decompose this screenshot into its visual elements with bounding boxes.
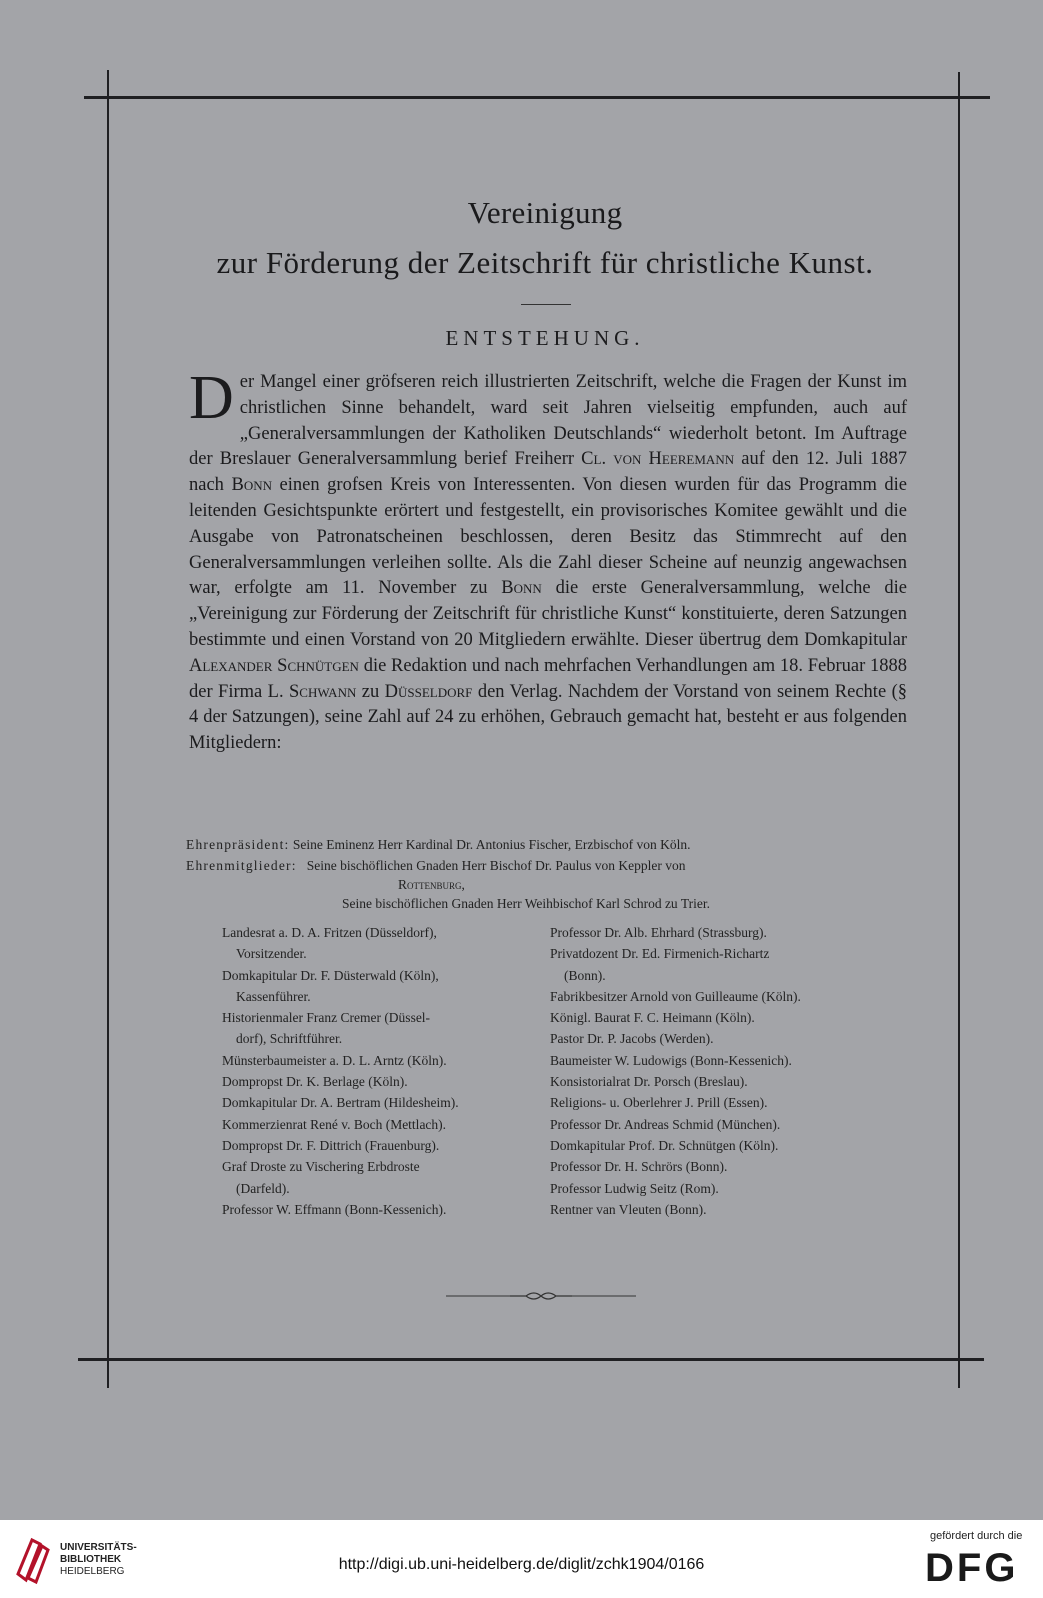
paragraph-text: die erste Generalversammlung, welche die „Vereinigung zur Förderung der Zeitschrift für christliche Kunst“ konstituierte, deren Satzungen bestimmte und einen Vorstand von 20 Mitgliedern erwählte. Dieser übertrug dem Domkapitular [189, 578, 907, 650]
member-line: Münsterbaumeister a. D. L. Arntz (Köln). [222, 1052, 447, 1068]
paragraph-text: auf den 12. Juli 1887 nach [189, 449, 907, 496]
paragraph-text: zu [356, 681, 385, 702]
honorary-members-line [186, 855, 906, 876]
member-line: Professor Dr. Andreas Schmid (München). [550, 1116, 781, 1132]
paragraph-text: den Verlag. Nachdem der Vorstand von seinem Rechte (§ 4 der Satzungen), seine Zahl auf 24 zu erhöhen, Gebrauch gemacht hat, besteht er aus folgenden Mitgliedern: [189, 681, 907, 754]
dfg-logo: DFG [925, 1546, 1019, 1590]
board-members-right-column [550, 922, 895, 1220]
board-members-left-column [222, 922, 532, 1220]
member-line: Professor Dr. Alb. Ehrhard (Strassburg). [550, 925, 767, 940]
member-line: Rentner van Vleuten (Bonn). [550, 1201, 707, 1217]
member-line: Kommerzienrat René v. Boch (Mettlach). [222, 1116, 447, 1132]
member-line: Königl. Baurat F. C. Heimann (Köln). [550, 1010, 755, 1026]
permalink-url[interactable]: http://digi.ub.uni-heidelberg.de/diglit/zchk1904/0166 [338, 1556, 705, 1573]
member-line: Dompropst Dr. F. Dittrich (Frauenburg). [222, 1137, 440, 1153]
honorary-members-label: Ehrenmitglieder: [186, 858, 297, 874]
member-line: Fabrikbesitzer Arnold von Guilleaume (Köln). [550, 988, 801, 1004]
section-heading: ENTSTEHUNG. [445, 326, 645, 350]
member-line: Professor Ludwig Seitz (Rom). [550, 1180, 719, 1196]
member-line: (Bonn). [564, 967, 606, 983]
member-line: Professor Dr. H. Schrörs (Bonn). [550, 1159, 728, 1175]
place-name: Bonn [501, 578, 542, 599]
member-line: Baumeister W. Ludowigs (Bonn-Kessenich). [550, 1052, 792, 1068]
company-name: Schwann [289, 681, 357, 702]
member-line: Graf Droste zu Vischering Erbdroste [222, 1159, 420, 1175]
member-line: Pastor Dr. P. Jacobs (Werden). [550, 1031, 714, 1047]
person-name: Cl. von Heeremann [581, 449, 735, 470]
paragraph-text: die Redaktion und nach mehrfachen Verhandlungen am 18. Februar 1888 der Firma L. [189, 655, 907, 702]
paragraph-text: einen grofsen Kreis von Interessenten. Von diesen wurden für das Programm die leitenden Gesichtspunkte erörtert und festgestellt, ein provisorisches Komitee gewählt und die Ausgabe von Patronatscheinen beschlossen, deren Besitz das Stimmrecht auf den Generalversammlungen verleihen sollte. Als die Zahl dieser Scheine auf neunzig angewachsen war, erfolgte am 11. November zu [189, 475, 907, 599]
funded-by-label: gefördert durch die [930, 1530, 1023, 1542]
frame-bottom-rule [78, 1358, 984, 1361]
member-line: Historienmaler Franz Cremer (Düssel- [222, 1010, 431, 1026]
member-line: Dompropst Dr. K. Berlage (Köln). [222, 1074, 408, 1090]
member-line: Kassenführer. [236, 988, 311, 1004]
honorary-president-text: Seine Eminenz Herr Kardinal Dr. Antonius Fischer, Erzbischof von Köln. [292, 837, 691, 852]
member-line: Religions- u. Oberlehrer J. Prill (Essen). [550, 1095, 768, 1111]
body-paragraph [189, 364, 907, 757]
title-line-2: zur Förderung der Zeitschrift für christliche Kunst. [216, 245, 874, 280]
honorary-members-text: Rottenburg, [398, 876, 465, 892]
member-line: Privatdozent Dr. Ed. Firmenich-Richartz [550, 946, 770, 962]
end-ornament [446, 1290, 636, 1302]
honorary-president-label: Ehrenpräsident: [186, 837, 290, 852]
honorary-members-text: Seine bischöflichen Gnaden Herr Weihbischof Karl Schrod zu Trier. [342, 895, 710, 911]
member-line: Konsistorialrat Dr. Porsch (Breslau). [550, 1074, 748, 1090]
member-line: Professor W. Effmann (Bonn-Kessenich). [222, 1201, 447, 1217]
member-line: Domkapitular Dr. A. Bertram (Hildesheim). [222, 1095, 459, 1111]
member-line: Domkapitular Dr. F. Düsterwald (Köln), [222, 967, 439, 983]
honorary-members-text: Seine bischöflichen Gnaden Herr Bischof Dr. Paulus von Keppler von [306, 858, 686, 874]
honorary-members [186, 834, 906, 914]
frame-top-rule [84, 96, 990, 99]
title-separator [521, 304, 571, 305]
library-name-line: HEIDELBERG [60, 1566, 125, 1577]
title-line-1: Vereinigung [467, 195, 623, 230]
library-name-line: BIBLIOTHEK [60, 1554, 122, 1565]
member-line: Vorsitzender. [236, 946, 307, 962]
honorary-president-line [186, 834, 906, 855]
drop-cap: D [189, 364, 234, 432]
honorary-members-continuation [186, 877, 906, 893]
library-name-line: UNIVERSITÄTS- [60, 1542, 137, 1553]
member-line: dorf), Schriftführer. [236, 1031, 343, 1047]
member-line: Landesrat a. D. A. Fritzen (Düsseldorf), [222, 925, 437, 940]
place-name: Düsseldorf [384, 681, 473, 702]
person-name: Alexander Schnütgen [189, 655, 359, 676]
member-line: (Darfeld). [236, 1180, 290, 1196]
place-name: Bonn [231, 475, 272, 496]
member-line: Domkapitular Prof. Dr. Schnütgen (Köln). [550, 1137, 779, 1153]
paragraph-text: er Mangel einer gröfseren reich illustrierten Zeitschrift, welche die Fragen der Kunst im christlichen Sinne behandelt, ward seit Jahren vielseitig empfunden, auch auf „Generalversammlungen der Katholiken Deutschlands“ wiederholt betont. Im Auftrage der Breslauer Generalversammlung berief Freiherr [189, 372, 907, 470]
honorary-members-line-2 [186, 893, 906, 914]
